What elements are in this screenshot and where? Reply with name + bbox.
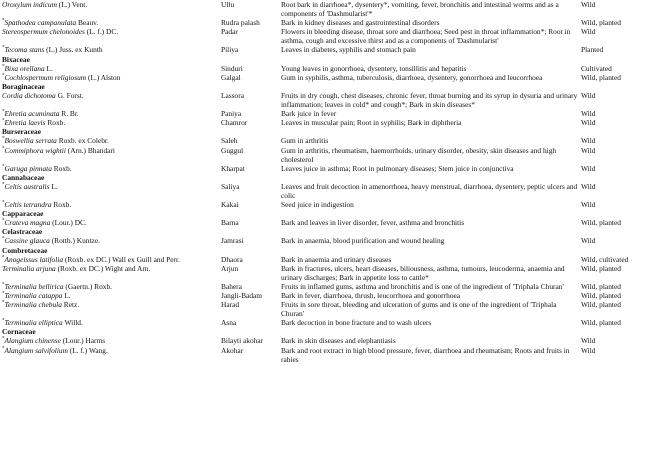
asterisk-mark: *: [2, 136, 5, 142]
botanical-name-cell: [0, 146, 219, 164]
local-name-cell: Chamror: [221, 118, 248, 128]
asterisk-mark: *: [2, 337, 5, 342]
family-heading-row: [0, 127, 645, 136]
table-row: [0, 218, 645, 227]
table-row: [0, 200, 645, 209]
medicinal-uses-cell: Bark in kidney diseases and gastrointestinal disorders: [281, 18, 440, 28]
authority: (L. f.) Wang.: [67, 345, 108, 355]
authority: Willd.: [62, 318, 83, 328]
species-name: Alangium salvifolium: [4, 345, 68, 355]
asterisk-mark: *: [2, 255, 5, 261]
authority: (Arn.) Bhandari: [65, 145, 115, 155]
asterisk-mark: *: [2, 300, 5, 306]
local-name-cell: Padar: [221, 27, 238, 37]
status-cell: Wild, planted: [581, 291, 621, 300]
local-name-cell: Kakai: [221, 200, 239, 210]
species-name: Spathodea campanulata: [4, 18, 77, 28]
local-name-cell: Jamrasi: [221, 236, 244, 246]
family-heading-row: [0, 173, 645, 182]
status-cell: Wild, planted: [581, 318, 621, 328]
status-cell: Wild: [581, 118, 596, 128]
local-name-cell: Bahera: [221, 281, 242, 291]
status-cell: Wild: [581, 336, 596, 346]
status-cell: Wild: [581, 236, 596, 246]
status-cell: Wild: [581, 0, 596, 9]
family-name: Cannabaceae: [2, 172, 45, 182]
medicinal-uses-cell: Bark juice in fever: [281, 109, 337, 119]
table-row: [0, 64, 645, 73]
authority: L.: [44, 63, 53, 73]
local-name-cell: Lassora: [221, 90, 244, 100]
botanical-name-cell: [0, 282, 219, 291]
species-name: Terminalia arjuna: [2, 263, 56, 273]
table-row: [0, 27, 645, 45]
asterisk-mark: *: [2, 164, 5, 170]
authority: (Roxb. ex DC.) Wall ex Guill and Perr.: [63, 254, 180, 264]
table-row: [0, 300, 645, 318]
status-cell: Wild: [581, 90, 596, 100]
authority: (L.) Juss. ex Kunth: [44, 45, 103, 55]
species-name: Celtis tetrandra: [4, 200, 52, 210]
medicinal-uses-cell: Bark in anaemia and urinary diseases: [281, 254, 392, 264]
table-row: [0, 109, 645, 118]
authority: Beauv.: [76, 18, 99, 28]
medicinal-uses-cell: Bark in anaemia, blood purification and wound healing: [281, 236, 445, 246]
botanical-name-cell: [0, 264, 219, 282]
local-name-cell: Paniya: [221, 109, 242, 119]
table-row: [0, 282, 645, 291]
status-cell: Wild: [581, 27, 596, 37]
species-name: Oroxylum indicum: [2, 0, 57, 9]
table-row: [0, 0, 645, 18]
asterisk-mark: *: [2, 109, 5, 115]
table-row: [0, 336, 645, 345]
species-name: Commiphora wightii: [4, 145, 66, 155]
family-heading-row: [0, 327, 645, 336]
asterisk-mark: *: [2, 46, 5, 51]
status-cell: Planted: [581, 45, 604, 55]
family-heading-row: [0, 82, 645, 91]
asterisk-mark: *: [2, 236, 5, 242]
medicinal-uses-cell: Leaves in diabetes, syphilis and stomach pain: [281, 45, 416, 55]
status-cell: Wild: [581, 200, 596, 210]
medicinal-uses-cell: Gum in arthritis, rheumatism, haemorrhoids, urinary disorder, obesity, skin diseases and high cholesterol: [281, 145, 557, 164]
species-name: Bixa orellana: [4, 63, 45, 73]
family-heading-row: [0, 227, 645, 236]
status-cell: Wild, planted: [581, 263, 621, 273]
medicinal-uses-cell: Leaves juice in asthma; Root in pulmonary diseases; Stem juice in conjunctiva: [281, 163, 514, 173]
species-name: Garuga pinnata: [4, 163, 52, 173]
botanical-name-cell: [0, 18, 219, 27]
asterisk-mark: *: [2, 146, 5, 152]
table-row: [0, 318, 645, 327]
botanical-name-cell: [0, 318, 219, 327]
species-name: Crateva magna: [4, 218, 51, 228]
asterisk-mark: *: [2, 18, 5, 24]
authority: G. Forst.: [55, 90, 84, 100]
family-name: Bixaceae: [2, 54, 30, 64]
species-name: Cordia dichotoma: [2, 90, 56, 100]
medicinal-uses-cell: Gum in arthritis: [281, 136, 329, 146]
local-name-cell: Harad: [221, 300, 240, 310]
family-name: Burseraceae: [2, 127, 41, 137]
botanical-name-cell: [0, 291, 219, 300]
table-row: [0, 164, 645, 173]
medicinal-uses-cell: Root bark in diarrhoea*, dysentery*, vomiting, fever, bronchitis and intestinal worms and as a components of 'Dashmularist'*: [281, 0, 559, 19]
authority: Roxb.: [51, 200, 72, 210]
status-cell: Wild: [581, 163, 596, 173]
local-name-cell: Galgal: [221, 72, 241, 82]
medicinal-uses-cell: Seed juice in indigestion: [281, 200, 354, 210]
table-row: [0, 45, 645, 54]
botanical-name-cell: [0, 300, 219, 318]
status-cell: Wild: [581, 109, 596, 119]
status-cell: Wild, planted: [581, 300, 621, 310]
botanical-name-cell: [0, 346, 219, 364]
status-cell: Wild, planted: [581, 218, 621, 228]
status-cell: Wild, planted: [581, 18, 621, 28]
asterisk-mark: *: [2, 182, 5, 188]
family-heading-row: [0, 209, 645, 218]
family-heading-row: [0, 246, 645, 255]
authority: (Gaertn.) Roxb.: [63, 281, 112, 291]
asterisk-mark: *: [2, 318, 5, 324]
botanical-name-cell: [0, 45, 219, 54]
local-name-cell: Rudra palash: [221, 18, 260, 28]
species-name: Celtis australis: [4, 181, 50, 191]
local-name-cell: Saleh: [221, 136, 238, 146]
local-name-cell: Piliya: [221, 45, 239, 55]
botanical-name-cell: [0, 336, 219, 345]
botanical-name-cell: [0, 200, 219, 209]
authority: (L.) Alston: [86, 72, 121, 82]
asterisk-mark: *: [2, 282, 5, 288]
table-row: [0, 91, 645, 109]
asterisk-mark: *: [2, 346, 5, 352]
medicinal-uses-cell: Bark in skin diseases and elephantiasis: [281, 336, 396, 346]
medicinal-uses-cell: Fruits in dry cough, chest diseases, chronic fever, throat burning and its syrup in dysuria and urinary inflammation; leaves in cold* and cough*; Bark in skin diseases*: [281, 90, 578, 110]
medicinal-uses-cell: Bark and root extract in high blood pressure, fever, diarrhoea and rheumatism; Roots and fruits in rabies: [281, 345, 570, 364]
local-name-cell: Saliya: [221, 181, 240, 191]
medicinal-uses-cell: Leaves and fruit decoction in amenorrhoea, heavy menstrual, diarrhoea, dysentery, peptic ulcers and colic: [281, 181, 578, 200]
table-row: [0, 136, 645, 145]
authority: (Roxb. ex DC.) Wight and Arn.: [55, 263, 151, 273]
local-name-cell: Sinduri: [221, 63, 243, 73]
local-name-cell: Guggul: [221, 145, 244, 155]
botanical-name-cell: [0, 236, 219, 245]
authority: Roxb.: [45, 118, 66, 128]
asterisk-mark: *: [2, 118, 5, 124]
status-cell: Wild, planted: [581, 281, 621, 291]
medicinal-uses-cell: Bark in fractures, ulcers, heart diseases, biliousness, asthma, tumours, leucoderma, anaemia and urinary discharges; Bark in appetite loss to cattle*: [281, 263, 565, 282]
family-name: Combretaceae: [2, 245, 48, 255]
local-name-cell: Ullu: [221, 0, 235, 9]
authority: L.: [49, 181, 58, 191]
table-row: [0, 146, 645, 164]
table-row: [0, 264, 645, 282]
table-row: [0, 18, 645, 27]
species-name: Cassine glauca: [4, 236, 50, 246]
local-name-cell: Bilayti akohar: [221, 336, 264, 346]
species-name: Ehretia laevis: [4, 118, 46, 128]
species-name: Alangium chinense: [4, 336, 61, 346]
species-name: Terminalia catappa: [4, 291, 63, 300]
table-row: [0, 182, 645, 200]
family-name: Capparaceae: [2, 209, 44, 219]
authority: R. Br.: [59, 109, 79, 119]
local-name-cell: Arjun: [221, 263, 239, 273]
botanical-name-cell: [0, 136, 219, 145]
table-row: [0, 236, 645, 245]
local-name-cell: Dhaora: [221, 254, 243, 264]
species-name: Terminalia elliptica: [4, 318, 63, 328]
authority: Roxb.: [51, 163, 72, 173]
botanical-name-cell: [0, 64, 219, 73]
botanical-name-cell: [0, 218, 219, 227]
local-name-cell: Barna: [221, 218, 239, 228]
medicinal-uses-cell: Bark in fever, diarrhoea, thrush, leucorrhoea and gonorrhoea: [281, 291, 461, 300]
botanical-name-cell: [0, 91, 219, 109]
botanical-name-cell: [0, 109, 219, 118]
botanical-name-cell: [0, 118, 219, 127]
medicinal-uses-cell: Fruits in sore throat, bleeding and ulceration of gums and is one of the ingredient of 'Triphala Churan': [281, 300, 557, 319]
family-name: Boraginaceae: [2, 81, 45, 91]
medicinal-uses-cell: Flowers in bleeding disease, throat sore and diarrhoea; Seed pest in throat inflammation*; Root in asthma, cough and excessive thirst and as a components of 'Dashmularist': [281, 27, 571, 46]
status-cell: Wild, cultivated: [581, 254, 629, 264]
species-name: Boswellia serrata: [4, 136, 57, 146]
botanical-name-cell: [0, 27, 219, 45]
asterisk-mark: *: [2, 218, 5, 224]
family-name: Celastraceae: [2, 227, 43, 237]
botanical-name-cell: [0, 182, 219, 200]
asterisk-mark: *: [2, 73, 5, 79]
asterisk-mark: *: [2, 291, 5, 297]
status-cell: Wild: [581, 145, 596, 155]
medicinal-uses-cell: Fruits in inflamed gums, asthma and bronchitis and is one of the ingredient of 'Triphala Churan': [281, 281, 564, 291]
medicinal-uses-cell: Bark and leaves in liver disorder, fever, asthma and bronchitis: [281, 218, 465, 228]
local-name-cell: Kharpat: [221, 163, 245, 173]
local-name-cell: Jangli-Badam: [221, 291, 263, 300]
species-name: Anogeissus latifolia: [4, 254, 64, 264]
authority: (L. f.) DC.: [84, 27, 119, 37]
authority: (L.) Vent.: [56, 0, 88, 9]
table-row: [0, 118, 645, 127]
status-cell: Cultivated: [581, 63, 612, 73]
family-heading-row: [0, 55, 645, 64]
asterisk-mark: *: [2, 64, 5, 70]
species-name: Terminalia bellirica: [4, 281, 64, 291]
authority: Retz.: [61, 300, 80, 310]
medicinal-uses-cell: Gum in syphilis, asthma, tuberculosis, diarrhoea, dysentery, gonorrhoea and leucorrhoea: [281, 72, 543, 82]
asterisk-mark: *: [2, 200, 5, 206]
status-cell: Wild: [581, 345, 596, 355]
botanical-name-cell: [0, 73, 219, 82]
status-cell: Wild, planted: [581, 72, 621, 82]
authority: (Rottb.) Kuntze.: [49, 236, 100, 246]
authority: L.: [62, 291, 71, 300]
botanical-name-cell: [0, 0, 219, 18]
medicinal-uses-cell: Young leaves in gonorrhoea, dysentery, tonsillitis and hepatitis: [281, 63, 467, 73]
species-name: Stereospermum chelonoides: [2, 27, 85, 37]
botanical-name-cell: [0, 164, 219, 173]
authority: (Lour.) DC.: [50, 218, 87, 228]
table-row: [0, 73, 645, 82]
botanical-name-cell: [0, 255, 219, 264]
family-name: Cornaceae: [2, 327, 36, 337]
species-name: Cochlospermum religiosum: [4, 72, 87, 82]
authority: Roxb. ex Colebr.: [56, 136, 109, 146]
status-cell: Wild: [581, 181, 596, 191]
species-name: Ehretia acuminata: [4, 109, 60, 119]
local-name-cell: Asna: [221, 318, 237, 328]
species-name: Tecoma stans: [4, 45, 45, 55]
species-name: Terminalia chebula: [4, 300, 62, 310]
table-row: [0, 291, 645, 300]
authority: (Lour.) Harms: [60, 336, 106, 346]
medicinal-uses-cell: Bark decoction in bone fracture and to wash ulcers: [281, 318, 432, 328]
table-row: [0, 346, 645, 364]
table-row: [0, 255, 645, 264]
medicinal-uses-cell: Leaves in muscular pain; Root in syphilis; Bark in diphtheria: [281, 118, 462, 128]
status-cell: Wild: [581, 136, 596, 146]
local-name-cell: Akohar: [221, 345, 244, 355]
